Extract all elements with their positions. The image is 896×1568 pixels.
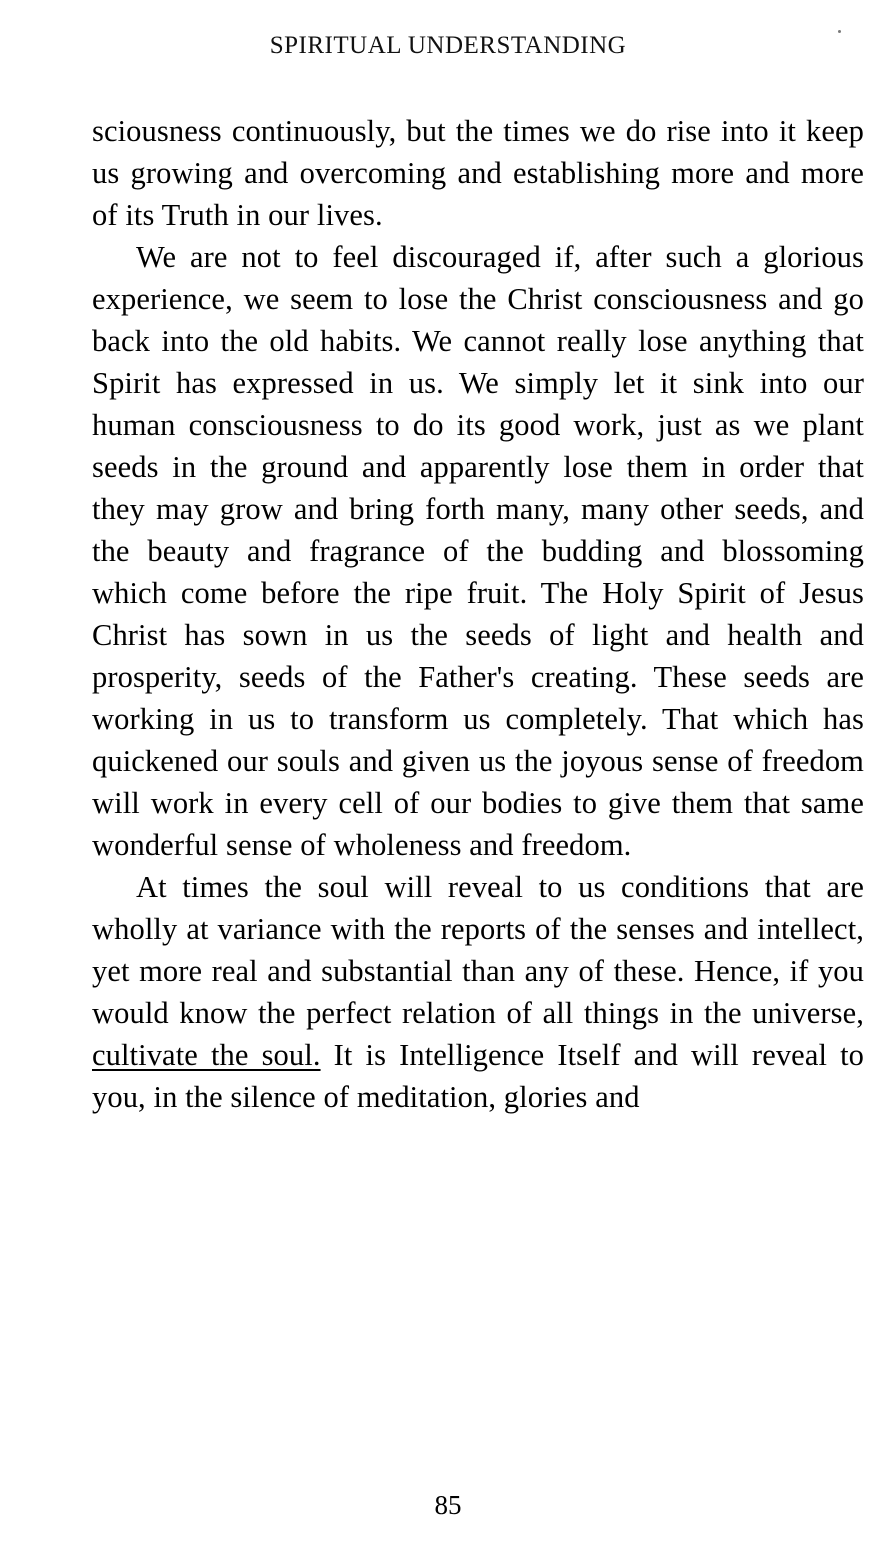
page-number: 85 bbox=[434, 1490, 462, 1520]
underlined-phrase: cultivate the soul. bbox=[92, 1038, 321, 1072]
text-block bbox=[92, 110, 864, 1118]
paragraph-continued: sciousness continuously, but the times we do rise into it keep us growing and overcoming and establishing more and more of its Truth in our lives. bbox=[92, 114, 864, 232]
paragraph-soul-trail: It is Intelligence Itself and will reveal to you, in the silence of meditation, glories and bbox=[92, 1038, 865, 1114]
paragraph-soul-lead: At times the soul will reveal to us conditions that are wholly at variance with the reports of the senses and intellect, yet more real and substantial than any of these. Hence, if you would know the perfect relation of all things in the universe, bbox=[92, 870, 864, 1030]
paragraph-discouraged: We are not to feel discouraged if, after such a glorious experience, we seem to lose the Christ consciousness and go back into the old habits. We cannot really lose anything that Spirit has expressed in us. We simply let it sink into our human consciousness to do its good work, just as we plant seeds in the ground and apparently lose them in order that they may grow and bring forth many, many other seeds, and the beauty and fragrance of the budding and blossoming which come before the ripe fruit. The Holy Spirit of Jesus Christ has sown in us the seeds of light and health and prosperity, seeds of the Father's creating. These seeds are working in us to transform us completely. That which has quickened our souls and given us the joyous sense of freedom will work in every cell of our bodies to give them that same wonderful sense of wholeness and freedom. bbox=[92, 240, 864, 862]
running-head: SPIRITUAL UNDERSTANDING bbox=[269, 32, 627, 59]
paragraph-soul bbox=[92, 866, 864, 1118]
scan-speck-icon bbox=[838, 30, 841, 33]
